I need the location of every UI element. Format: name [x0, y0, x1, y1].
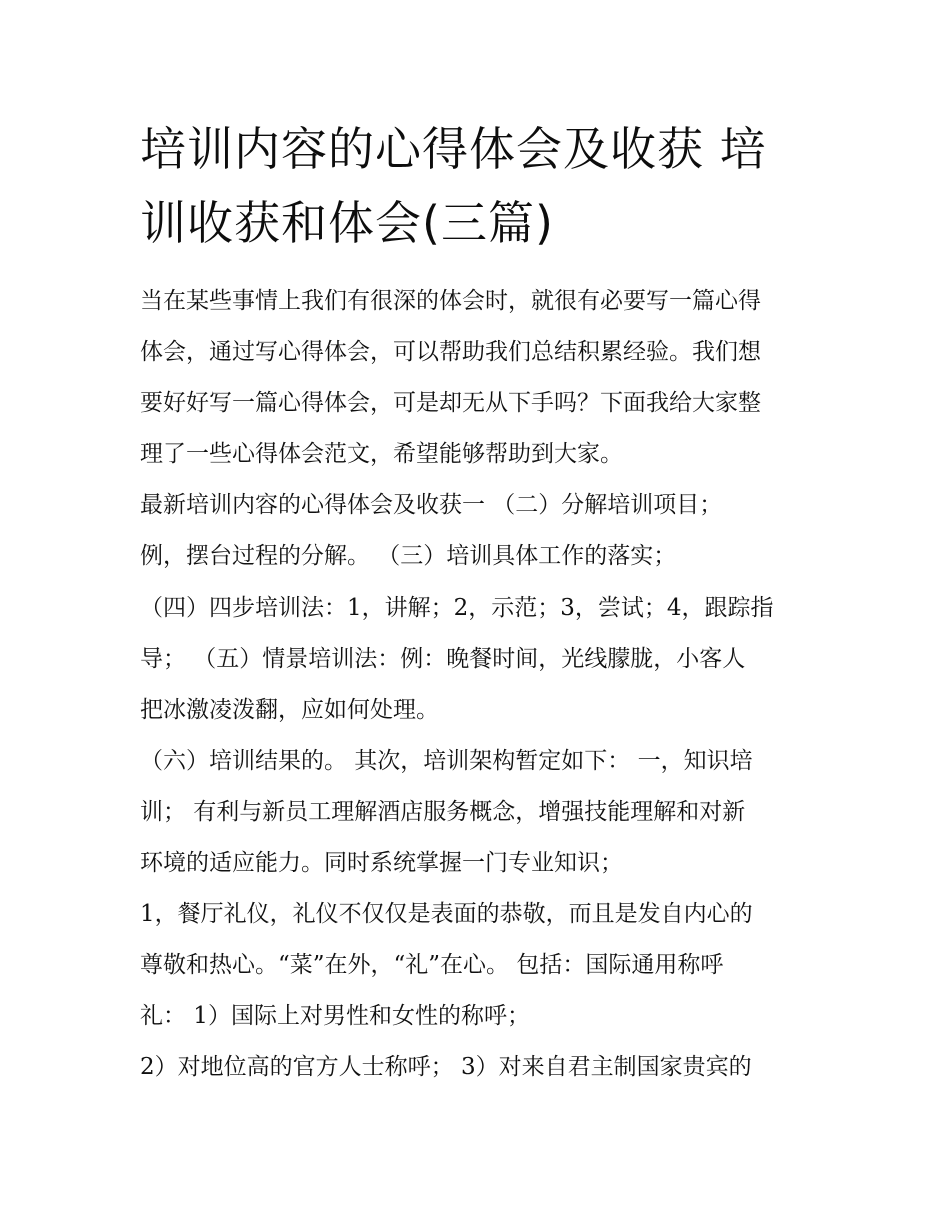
document-body [140, 276, 830, 1094]
body-line: 环境的适应能力。同时系统掌握一门专业知识； [140, 850, 623, 877]
body-line: 导； （五）情景培训法：例：晚餐时间，光线朦胧，小客人 [140, 645, 746, 672]
body-line: （六）培训结果的。 其次，培训架构暂定如下： 一，知识培 [140, 747, 753, 774]
title-line-1: 培训内容的心得体会及收获 培 [140, 122, 767, 176]
body-line: 尊敬和热心。“菜”在外，“礼”在心。 包括：国际通用称呼 [140, 952, 724, 979]
body-line: 体会，通过写心得体会，可以帮助我们总结积累经验。我们想 [140, 339, 761, 366]
body-line: 礼： 1）国际上对男性和女性的称呼； [140, 1003, 530, 1030]
body-line: 例，摆台过程的分解。 （三）培训具体工作的落实； [140, 543, 677, 570]
body-line: 训； 有利与新员工理解酒店服务概念，增强技能理解和对新 [140, 798, 746, 825]
body-line: 2）对地位高的官方人士称呼； 3）对来自君主制国家贵宾的 [140, 1054, 752, 1081]
body-line: 当在某些事情上我们有很深的体会时，就很有必要写一篇心得 [140, 288, 761, 314]
body-line: 1，餐厅礼仪，礼仪不仅仅是表面的恭敬，而且是发自内心的 [140, 901, 753, 928]
title-line-2: 训收获和体会(三篇) [140, 196, 554, 250]
body-line: 最新培训内容的心得体会及收获一 （二）分解培训项目； [140, 492, 723, 519]
body-line: 把冰激凌泼翻，应如何处理。 [140, 696, 439, 723]
body-line: 理了一些心得体会范文，希望能够帮助到大家。 [140, 441, 623, 468]
body-line: 要好好写一篇心得体会，可是却无从下手吗？下面我给大家整 [140, 390, 761, 417]
body-line: （四）四步培训法：1，讲解；2，示范；3，尝试；4，跟踪指 [140, 594, 774, 621]
document-title [140, 112, 820, 260]
